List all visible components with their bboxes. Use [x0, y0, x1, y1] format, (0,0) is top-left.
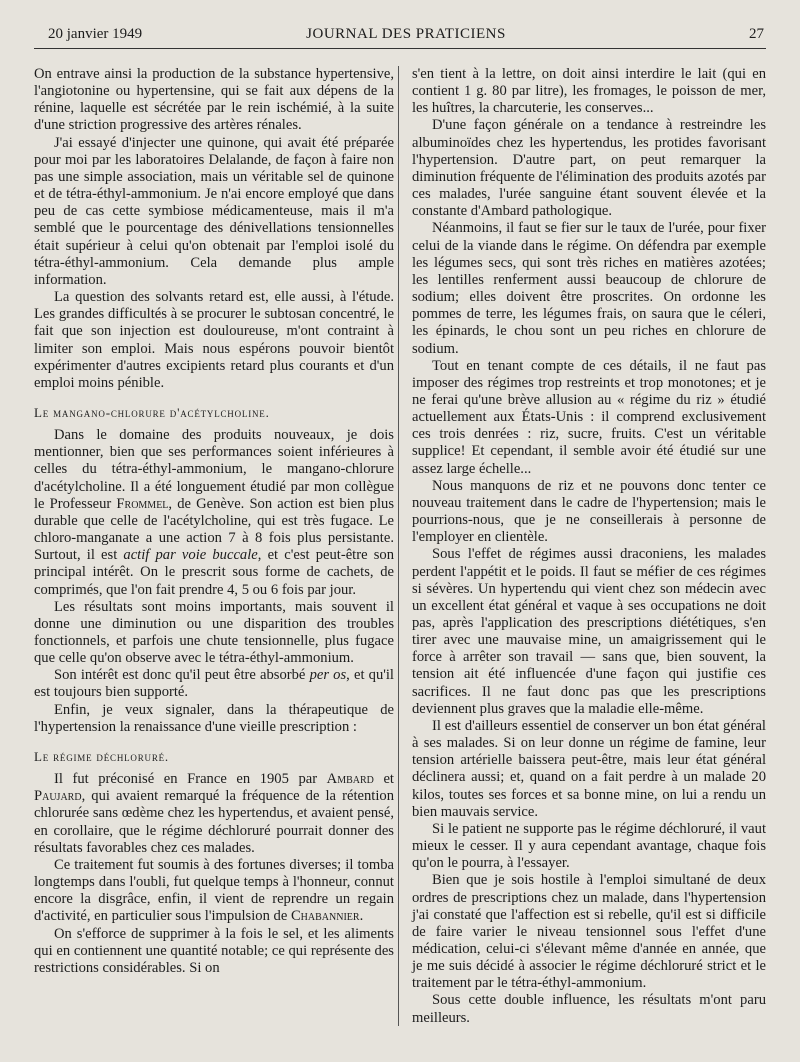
paragraph: D'une façon générale on a tendance à restreindre les albuminoïdes chez les hypertendus, les protides favorisant l'hypertension. D'autre part, on peut remarquer la diminution fréquente de l'élimination des produits azotés par ces malades, l'urée sanguine étant souvent élevée et la constante d'Ambard pathologique.	[412, 117, 767, 220]
paragraph: La question des solvants retard est, elle aussi, à l'étude. Les grandes difficultés à se procurer le subtosan concentré, le fait que son injection est douloureuse, m'ont contraint à limiter son emploi. Mais nous espérons pouvoir bientôt expérimenter d'autres excipients retard plus courants et d'un emploi moins pénible.	[34, 289, 394, 391]
emphasis: per os	[309, 667, 347, 684]
page-header	[48, 26, 764, 48]
right-column	[412, 66, 766, 1027]
paragraph	[34, 427, 394, 599]
text-run: , de Genève. Son action est bien plus durable que celle de l'acétylcholine, qui est très fugace. Le chloro-manganate a une action 7 à 8 fois plus persistante. Surtout, il est	[34, 495, 394, 564]
author-name: Paujard	[34, 788, 82, 805]
section-heading: Le régime déchloruré.	[34, 748, 169, 764]
author-name: Frommel	[116, 495, 169, 512]
column-divider	[398, 66, 399, 1026]
paragraph: s'en tient à la lettre, on doit ainsi interdire le lait (qui en contient 1 g. 80 par litre), les fromages, le poisson de mer, les huîtres, la charcuterie, les conserves...	[412, 66, 766, 117]
page-number: 27	[749, 26, 764, 42]
paragraph: Sous cette double influence, les résultats m'ont paru meilleurs.	[412, 992, 766, 1026]
paragraph	[34, 667, 394, 701]
paragraph: Sous l'effet de régimes aussi draconiens, les malades perdent l'appétit et le poids. Il faut se méfier de ces régimes si sévères. Un hypertendu qui vient chez son médecin avec un excellent état général et vaque à ses occupations ne doit pas, après l'application des prescriptions diététiques, s'en tirer avec une mauvaise mine, un amaigrissement qui le force à arrêter son travail — sans que, bien souvent, la tension ait été influencée d'une façon qui justifie ces sacrifices. Il ne faut donc pas que les prescriptions deviennent plus graves que la maladie elle-même.	[412, 546, 766, 717]
paragraph: Bien que je sois hostile à l'emploi simultané de deux ordres de prescriptions chez un malade, dans l'hypertension j'ai constaté que l'affection est si rebelle, qu'il est si difficile de faire varier le niveau tensionnel sous l'effet d'une médication, celui-ci s'élevant même d'année en année, que je me suis décidé à associer le régime déchloruré strict et le traitement par le tétra-éthyl-ammonium.	[412, 872, 766, 992]
text-run: Ce traitement fut soumis à des fortunes diverses; il tomba longtemps dans l'oubli, fut quelque temps à l'honneur, connut encore la disgrâce, enfin, il vient de reprendre un regain d'activité, en particulier sous l'impulsion de	[34, 856, 394, 925]
paragraph: J'ai essayé d'injecter une quinone, qui avait été préparée pour moi par les laboratoires Delalande, de façon à faire non pas une simple association, mais un véritable sel de quinone et de tétra-éthyl-ammonium. Je n'ai encore employé que dans peu de cas cette symbiose médicamenteuse, mais il m'a semblé que le pourcentage des dénivellations tensionnelles était supérieur à celui qu'on obtenait par l'emploi isolé du tétra-éthyl-ammonium. Cela demande plus ample information.	[34, 134, 394, 288]
text-run: et	[373, 771, 394, 788]
text-run: , et c'est peut-être son principal intérêt. On le prescrit sous forme de cachets, de comprimés, que l'on fait prendre 4, 5 ou 6 fois par jour.	[34, 547, 394, 598]
journal-title: JOURNAL DES PRATICIENS	[306, 26, 506, 42]
paragraph: Nous manquons de riz et ne pouvons donc tenter ce nouveau traitement dans le cadre de l'hypertension; mais le pourrions-nous, que je ne conseillerais à personne de l'employer en clientèle.	[412, 477, 766, 546]
paragraph: On s'efforce de supprimer à la fois le sel, et les aliments qui en contiennent une quantité notable; ce qui représente des restrictions considérables. Si on	[34, 925, 394, 976]
paragraph: Il est d'ailleurs essentiel de conserver un bon état général à ses malades. Si on leur donne un régime de famine, leur tension artérielle baissera peut-être, mais leur état général déclinera aussi; et, quand on a fait perdre à un malade 20 kilos, toutes ses forces et sa bonne mine, on lui a rendu un bien mauvais service.	[412, 717, 766, 820]
text-run: .	[359, 908, 364, 925]
paragraph: Si le patient ne supporte pas le régime déchloruré, il vaut mieux le cesser. Il y aura cependant avantage, chaque fois qu'on le pourra, à l'essayer.	[412, 820, 766, 872]
left-column	[34, 66, 394, 977]
author-name: Chabannier	[290, 908, 360, 925]
text-run: , qui avaient remarqué la fréquence de la rétention chlorurée sans œdème chez les hypertendus, et avaient pensé, en corollaire, que le régime déchloruré pourrait donner des résultats favorables chez ces malades.	[34, 788, 394, 856]
text-run: Il fut préconisé en France en 1905 par	[54, 771, 327, 788]
paragraph	[34, 771, 394, 857]
paragraph	[34, 857, 394, 926]
paragraph: Enfin, je veux signaler, dans la thérapeutique de l'hypertension la renaissance d'une vieille prescription :	[34, 701, 394, 735]
section-heading: Le mangano-chlorure d'acétylcholine.	[34, 404, 270, 420]
paragraph: Néanmoins, il faut se fier sur le taux de l'urée, pour fixer celui de la viande dans le régime. On défendra par exemple les légumes secs, qui sont très riches en matières azotées; les lentilles renferment aussi beaucoup de chlorure de sodium; elles doivent être proscrites. On ordonne les pommes de terre, les légumes frais, on saura que le céleri, les épinards, le chou sont un peu riches en chlorure de sodium.	[412, 220, 766, 357]
paragraph: Les résultats sont moins importants, mais souvent il donne une diminution ou une disparition des troubles fonctionnels, et parfois une chute tensionnelle, plus fugace que celle qu'on observe avec le tétra-éthyl-ammonium.	[34, 598, 394, 667]
text-run: , et qu'il est toujours bien supporté.	[34, 667, 394, 701]
text-run: Dans le domaine des produits nouveaux, je dois mentionner, bien que ses performances soient inférieures à celles du tétra-éthyl-ammonium, le mangano-chlorure d'acétylcholine. Il a été longuement étudié par mon collègue le Professeur	[34, 427, 394, 512]
author-name: Ambard	[326, 771, 374, 788]
emphasis: actif par voie buccale	[123, 547, 258, 564]
issue-date: 20 janvier 1949	[48, 26, 143, 42]
paragraph: On entrave ainsi la production de la substance hypertensive, l'angiotonine ou hypertensine, qui se fait aux dépens de la rénine, laquelle est sécrétée par le rein ischémié, à la suite d'une striction progressive des artères rénales.	[34, 66, 394, 134]
paragraph: Tout en tenant compte de ces détails, il ne faut pas imposer des régimes trop restreints et trop monotones; et je ne ferai qu'une brève allusion au « régime du riz » étudié actuellement aux États-Unis : il comprend exclusivement ces trois denrées : riz, sucre, fruits. C'est un véritable supplice! Et cependant, il semble avoir été étudié sur une assez large échelle...	[412, 357, 766, 477]
text-run: Son intérêt est donc qu'il peut être absorbé	[54, 667, 310, 684]
header-rule	[34, 48, 766, 49]
